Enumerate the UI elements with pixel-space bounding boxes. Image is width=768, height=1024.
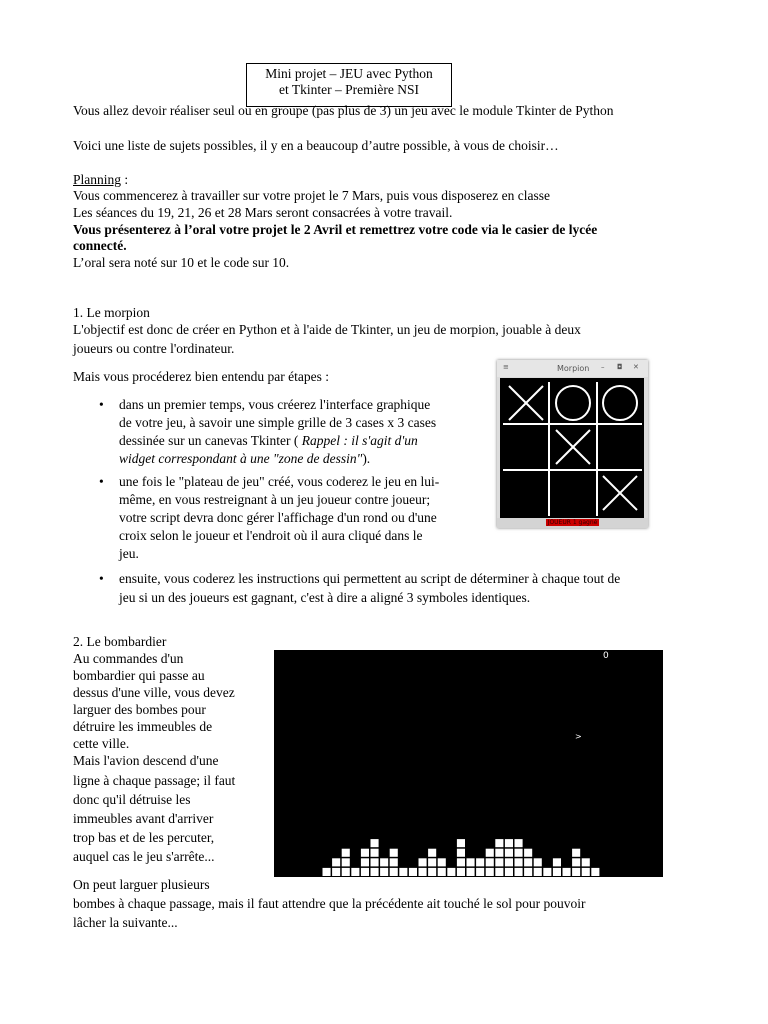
- building-block: [505, 868, 513, 876]
- b1-line-4: [119, 450, 436, 467]
- bomb-text-1: Au commandes d'un: [73, 651, 184, 666]
- planning-heading-row: [73, 171, 128, 188]
- title-line-2: et Tkinter – Première NSI: [279, 82, 419, 97]
- building-block: [390, 858, 398, 866]
- building-block: [361, 868, 369, 876]
- planning-bold-2: connecté.: [73, 238, 127, 253]
- building-block: [495, 858, 503, 866]
- bomb-text-9: donc qu'il détruise les: [73, 792, 191, 807]
- title-box: [246, 63, 452, 107]
- minimize-icon: –: [601, 363, 605, 371]
- planning-line-1: Vous commencerez à travailler sur votre projet le 7 Mars, puis vous disposerez en classe: [73, 188, 550, 203]
- building-block: [495, 868, 503, 876]
- bomb-text-3: dessus d'une ville, vous devez: [73, 685, 235, 700]
- bullet-dot: •: [99, 571, 104, 586]
- building-block: [515, 839, 523, 847]
- circle-mark: [556, 386, 590, 420]
- bomb-text-12: auquel cas le jeu s'arrête...: [73, 849, 215, 864]
- plane-icon: >: [575, 732, 582, 741]
- building-block: [419, 868, 427, 876]
- building-block: [457, 839, 465, 847]
- bomb-text-2: bombardier qui passe au: [73, 668, 205, 683]
- building-block: [495, 849, 503, 857]
- planning-bold-1: Vous présenterez à l’oral votre projet le 2 Avril et remettrez votre code via le casier de lycée: [73, 222, 598, 237]
- building-block: [515, 858, 523, 866]
- building-block: [390, 868, 398, 876]
- building-block: [486, 858, 494, 866]
- building-block: [457, 858, 465, 866]
- building-block: [534, 858, 542, 866]
- b2-line-2: même, en vous restreignant à un jeu joueur contre joueur;: [119, 492, 431, 507]
- b1-line-3a: dessinée sur un canevas Tkinter (: [119, 433, 302, 448]
- bullet-dot: •: [99, 474, 104, 489]
- building-block: [486, 868, 494, 876]
- building-block: [457, 849, 465, 857]
- building-block: [515, 849, 523, 857]
- morpion-status-text: JOUEUR 1 gagné: [547, 519, 598, 526]
- morpion-bullet-2: [99, 473, 440, 562]
- building-block: [428, 868, 436, 876]
- morpion-desc-2: joueurs ou contre l'ordinateur.: [73, 341, 235, 356]
- morpion-desc-1: L'objectif est donc de créer en Python et à l'aide de Tkinter, un jeu de morpion, jouable à deux: [73, 322, 581, 337]
- planning-colon: :: [121, 172, 129, 187]
- b1-line-4b: ).: [362, 451, 371, 466]
- morpion-bullet-3: [99, 570, 621, 606]
- building-block: [467, 868, 475, 876]
- building-block: [467, 858, 475, 866]
- building-block: [524, 849, 532, 857]
- building-block: [572, 868, 580, 876]
- building-block: [505, 849, 513, 857]
- building-block: [380, 858, 388, 866]
- b3-line-1: ensuite, vous coderez les instructions qui permettent au script de déterminer à chaque tout de: [119, 571, 621, 586]
- morpion-bullet-1: [99, 396, 437, 467]
- building-block: [476, 868, 484, 876]
- bomb-text-7: Mais l'avion descend d'une: [73, 753, 219, 768]
- building-block: [563, 868, 571, 876]
- morpion-titlebar: [497, 360, 648, 377]
- building-block: [553, 868, 561, 876]
- score-label: 0: [603, 651, 609, 661]
- morpion-window: [497, 360, 648, 528]
- morpion-grid-svg: [500, 378, 644, 518]
- bombardier-canvas: [274, 650, 663, 877]
- building-block: [428, 858, 436, 866]
- morpion-canvas: [500, 378, 644, 518]
- building-block: [505, 839, 513, 847]
- b2-line-3: votre script devra donc gérer l'affichage d'un rond ou d'une: [119, 510, 437, 525]
- building-block: [361, 858, 369, 866]
- building-block: [505, 858, 513, 866]
- b1-line-1: dans un premier temps, vous créerez l'interface graphique: [119, 397, 431, 412]
- bomb-text-13: On peut larguer plusieurs: [73, 877, 210, 892]
- circle-mark: [603, 386, 637, 420]
- planning-line-2: Les séances du 19, 21, 26 et 28 Mars seront consacrées à votre travail.: [73, 205, 453, 220]
- building-block: [371, 858, 379, 866]
- intro-line-2: Voici une liste de sujets possibles, il y en a beaucoup d’autre possible, à vous de choisir…: [73, 138, 559, 153]
- building-block: [515, 868, 523, 876]
- bomb-text-14: bombes à chaque passage, mais il faut attendre que la précédente ait touché le sol pour pouvoir: [73, 896, 586, 911]
- building-block: [524, 858, 532, 866]
- building-block: [582, 868, 590, 876]
- b2-line-1: une fois le "plateau de jeu" créé, vous coderez le jeu en lui-: [119, 474, 440, 489]
- b3-line-2: jeu si un des joueurs est gagnant, c'est à dire a aligné 3 symboles identiques.: [119, 590, 531, 605]
- morpion-heading: 1. Le morpion: [73, 305, 150, 320]
- bombardier-heading: 2. Le bombardier: [73, 634, 167, 649]
- building-block: [371, 868, 379, 876]
- building-block: [438, 858, 446, 866]
- building-block: [342, 868, 350, 876]
- bomb-text-5: détruire les immeubles de: [73, 719, 213, 734]
- menu-icon: ≡: [503, 363, 509, 371]
- bomb-text-11: trop bas et de les percuter,: [73, 830, 215, 845]
- building-block: [419, 858, 427, 866]
- building-block: [380, 868, 388, 876]
- building-block: [323, 868, 331, 876]
- building-block: [534, 868, 542, 876]
- building-block: [524, 868, 532, 876]
- building-block: [409, 868, 417, 876]
- planning-line-3: L’oral sera noté sur 10 et le code sur 10.: [73, 255, 290, 270]
- building-block: [332, 868, 340, 876]
- building-block: [428, 849, 436, 857]
- building-block: [390, 849, 398, 857]
- b1-line-2: de votre jeu, à savoir une simple grille de 3 cases x 3 cases: [119, 415, 437, 430]
- building-block: [572, 858, 580, 866]
- bomb-text-10: immeubles avant d'arriver: [73, 811, 214, 826]
- planning-heading: Planning: [73, 172, 122, 187]
- city-svg: [274, 650, 663, 877]
- building-block: [447, 868, 455, 876]
- building-block: [399, 868, 407, 876]
- bomb-text-6: cette ville.: [73, 736, 130, 751]
- b1-line-3: [119, 432, 436, 449]
- building-block: [582, 858, 590, 866]
- building-block: [342, 849, 350, 857]
- morpion-steps-intro: Mais vous procéderez bien entendu par étapes :: [73, 369, 330, 384]
- morpion-status-bar: [497, 518, 648, 528]
- building-block: [371, 839, 379, 847]
- intro-line-1: Vous allez devoir réaliser seul ou en groupe (pas plus de 3) un jeu avec le module Tkinter de Python: [73, 103, 614, 118]
- building-block: [572, 849, 580, 857]
- maximize-icon: ◘: [617, 363, 623, 371]
- bomb-text-15: lâcher la suivante...: [73, 915, 178, 930]
- building-block: [332, 858, 340, 866]
- title-line-1: Mini projet – JEU avec Python: [265, 66, 433, 81]
- morpion-window-title: Morpion: [557, 364, 590, 373]
- building-block: [361, 849, 369, 857]
- building-block: [342, 858, 350, 866]
- b2-line-5: jeu.: [119, 546, 139, 561]
- building-block: [476, 858, 484, 866]
- bomb-text-8: ligne à chaque passage; il faut: [73, 773, 236, 788]
- building-block: [351, 868, 359, 876]
- bullet-dot: •: [99, 397, 104, 412]
- building-block: [371, 849, 379, 857]
- b1-line-3b: Rappel : il s'agit d'un: [301, 433, 418, 448]
- building-block: [457, 868, 465, 876]
- building-block: [486, 849, 494, 857]
- building-block: [438, 868, 446, 876]
- b1-line-4a: widget correspondant à une "zone de dessin": [119, 451, 363, 466]
- bomb-text-4: larguer des bombes pour: [73, 702, 206, 717]
- b2-line-4: croix selon le joueur et l'endroit où il aura cliqué dans le: [119, 528, 423, 543]
- building-block: [553, 858, 561, 866]
- building-block: [543, 868, 551, 876]
- close-icon: ✕: [633, 363, 639, 371]
- building-block: [591, 868, 599, 876]
- building-block: [495, 839, 503, 847]
